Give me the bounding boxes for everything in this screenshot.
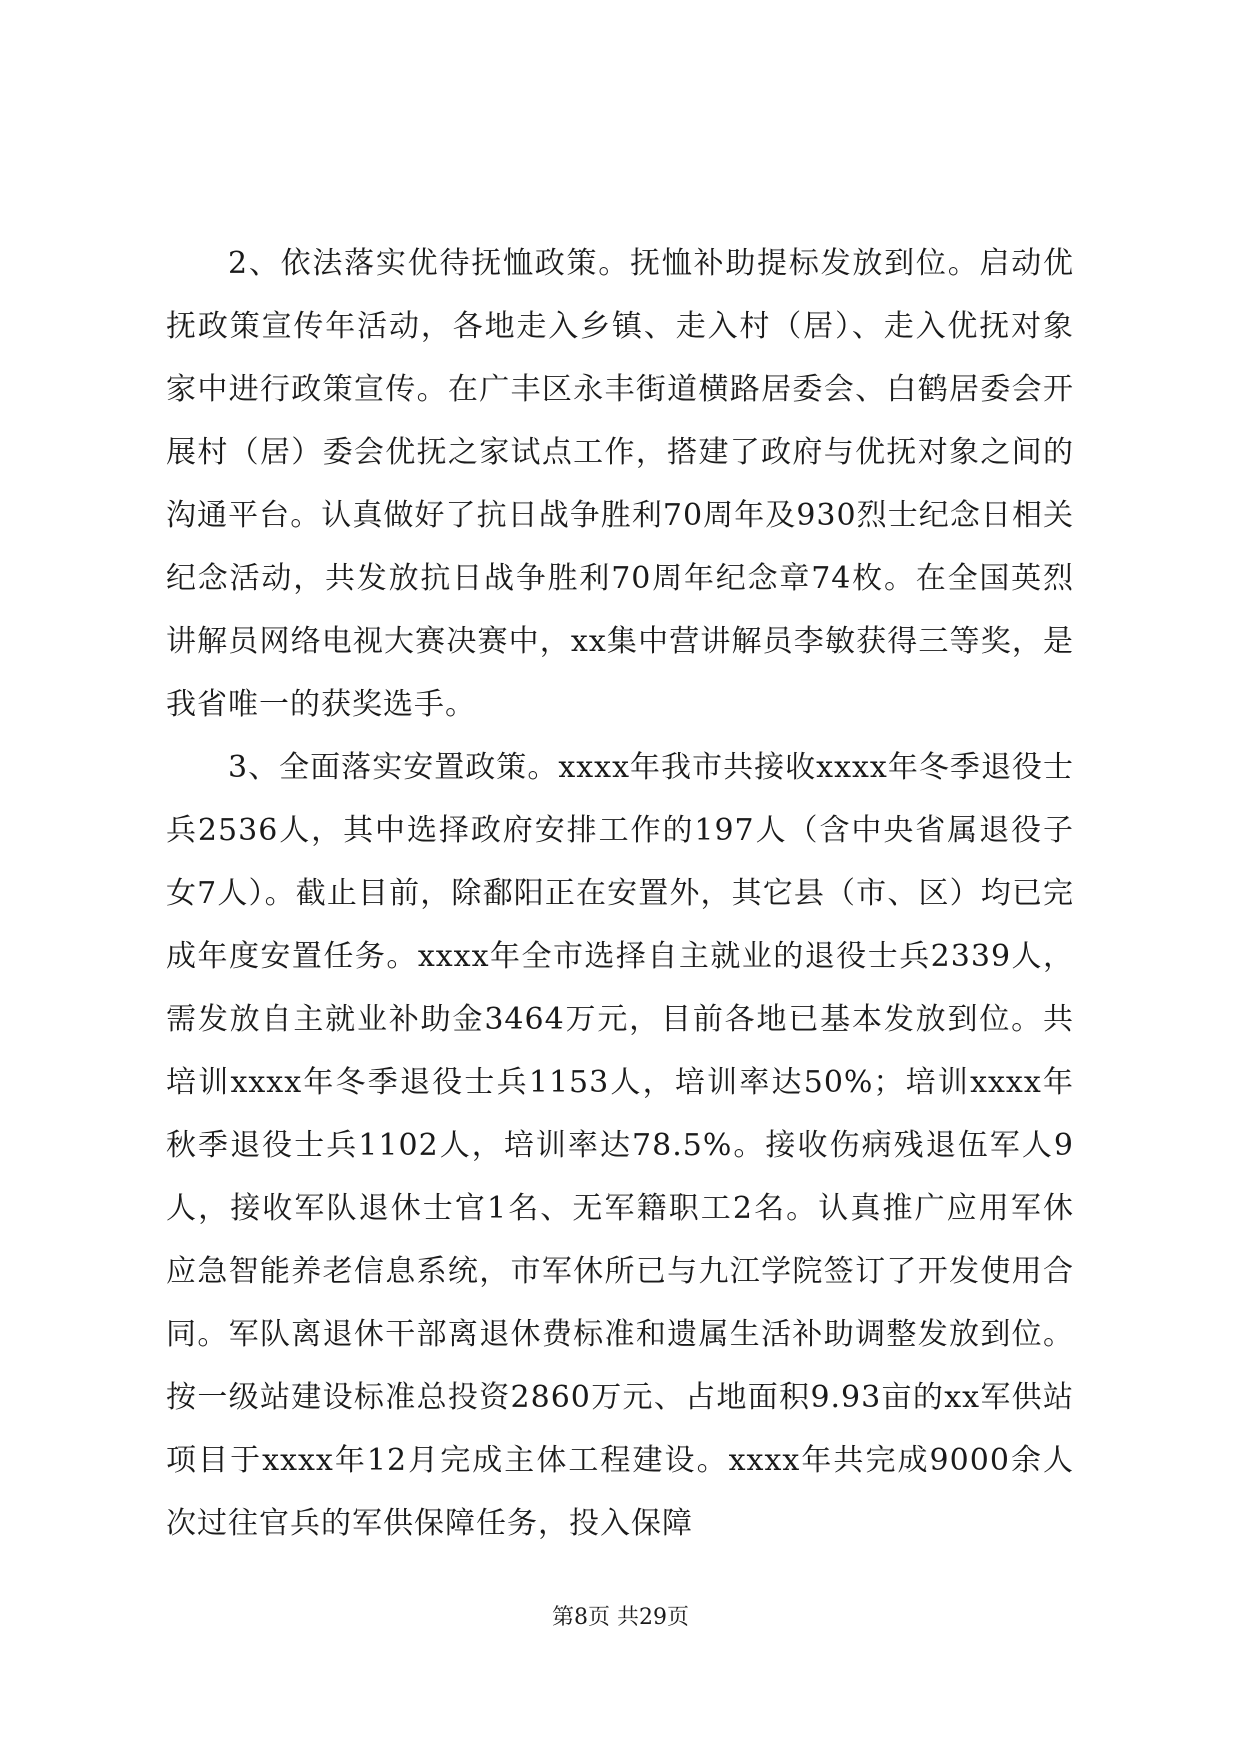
- page-number-footer: 第8页 共29页: [552, 1605, 689, 1630]
- paragraph-pension-policy: 2、依法落实优待抚恤政策。抚恤补助提标发放到位。启动优抚政策宣传年活动，各地走入乡镇、走入村（居）、走入优抚对象家中进行政策宣传。在广丰区永丰街道横路居委会、白鹤居委会开展村（居）委会优抚之家试点工作，搭建了政府与优抚对象之间的沟通平台。认真做好了抗日战争胜利70周年及930烈士纪念日相关纪念活动，共发放抗日战争胜利70周年纪念章74枚。在全国英烈讲解员网络电视大赛决赛中，xx集中营讲解员李敏获得三等奖，是我省唯一的获奖选手。: [166, 246, 1074, 722]
- paragraph-resettlement-policy: 3、全面落实安置政策。xxxx年我市共接收xxxx年冬季退役士兵2536人，其中选择政府安排工作的197人（含中央省属退役子女7人）。截止目前，除鄱阳正在安置外，其它县（市、区）均已完成年度安置任务。xxxx年全市选择自主就业的退役士兵2339人，需发放自主就业补助金3464万元，目前各地已基本发放到位。共培训xxxx年冬季退役士兵1153人，培训率达50%；培训xxxx年秋季退役士兵1102人，培训率达78.5%。接收伤病残退伍军人9人，接收军队退休士官1名、无军籍职工2名。认真推广应用军休应急智能养老信息系统，市军休所已与九江学院签订了开发使用合同。军队离退休干部离退休费标准和遗属生活补助调整发放到位。按一级站建设标准总投资2860万元、占地面积9.93亩的xx军供站项目于xxxx年12月完成主体工程建设。xxxx年共完成9000余人次过往官兵的军供保障任务，投入保障: [166, 750, 1074, 1541]
- document-body: [166, 232, 1074, 1555]
